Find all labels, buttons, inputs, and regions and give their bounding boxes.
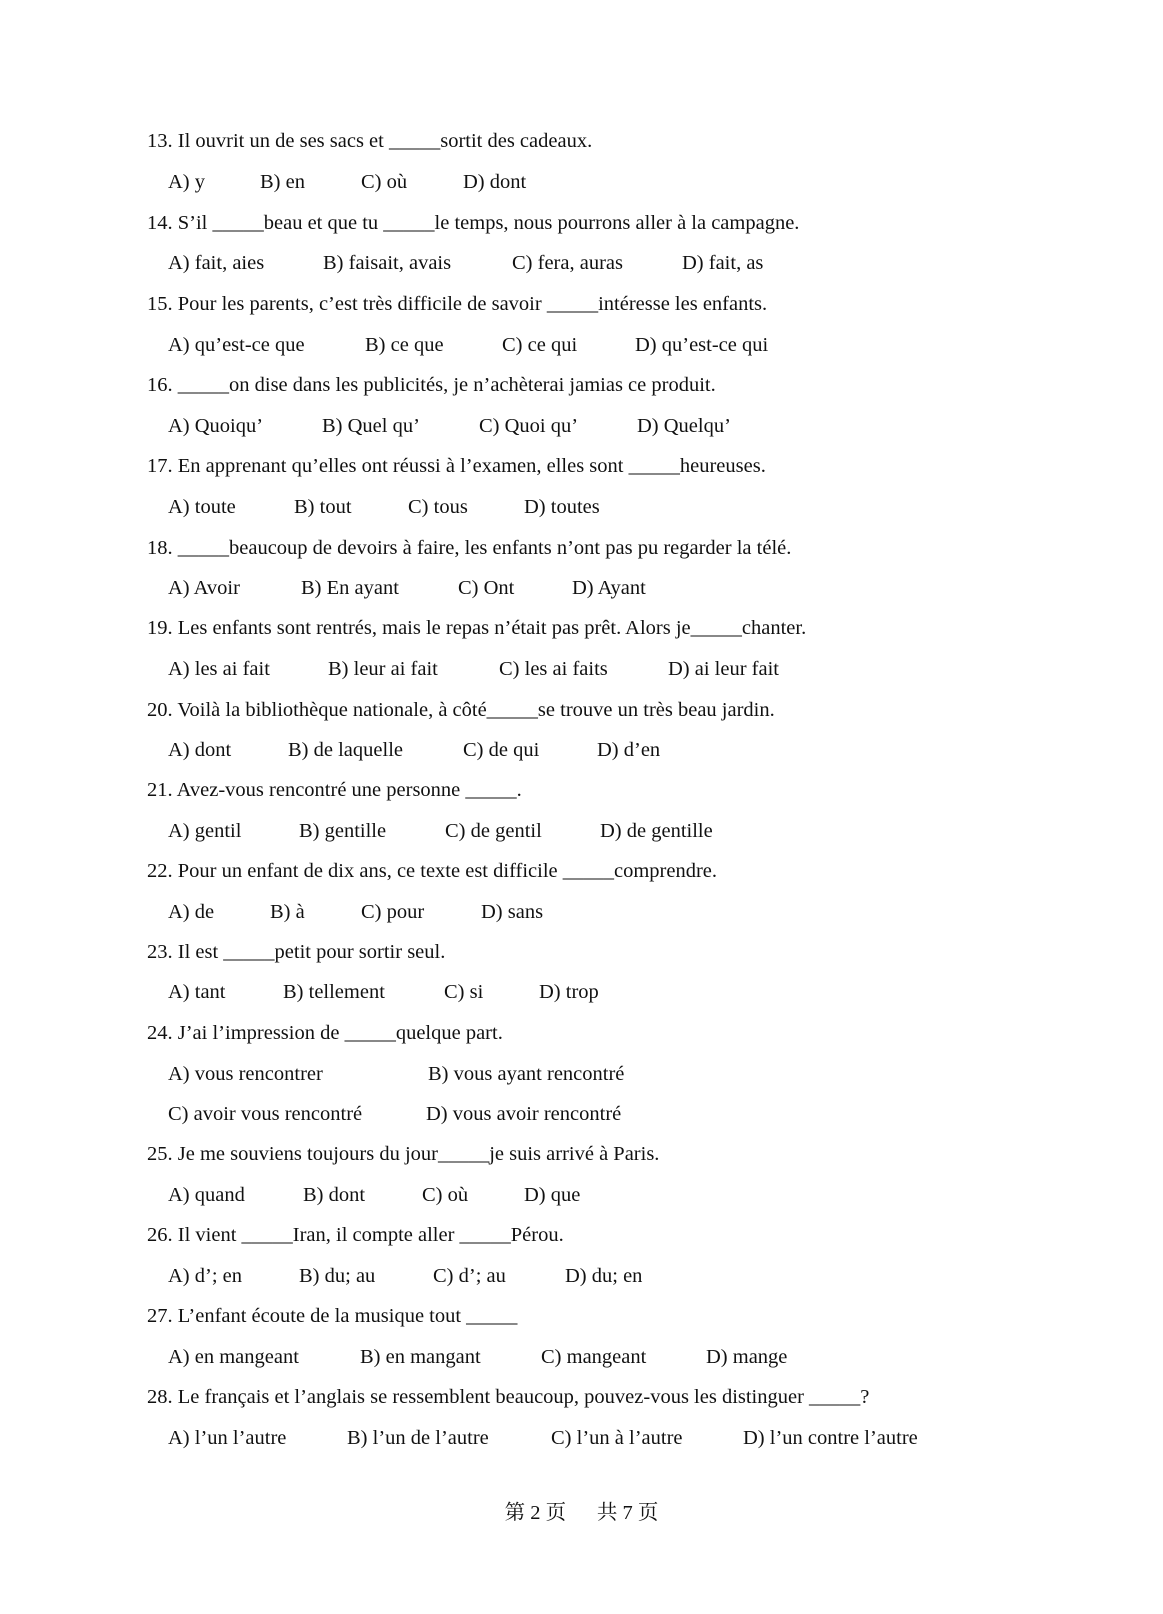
question-22-option-a: A) de: [168, 901, 215, 923]
question-13-option-a: A) y: [168, 171, 206, 193]
question-21-option-c: C) de gentil: [445, 820, 542, 842]
question-15-option-c: C) ce qui: [502, 334, 578, 356]
question-21-option-b: B) gentille: [299, 820, 387, 842]
question-26-option-b: B) du; au: [299, 1265, 376, 1287]
question-23-option-c: C) si: [444, 981, 484, 1003]
question-20: 20. Voilà la bibliothèque nationale, à côté_____se trouve un très beau jardin.: [147, 699, 775, 721]
question-24-option-c: C) avoir vous rencontré: [168, 1103, 363, 1125]
question-28-option-d: D) l’un contre l’autre: [743, 1427, 918, 1449]
question-23-option-b: B) tellement: [283, 981, 385, 1003]
question-23: 23. Il est _____petit pour sortir seul.: [147, 941, 446, 963]
question-20-option-d: D) d’en: [597, 739, 661, 761]
question-18: 18. _____beaucoup de devoirs à faire, les enfants n’ont pas pu regarder la télé.: [147, 537, 792, 559]
question-15: 15. Pour les parents, c’est très difficile de savoir _____intéresse les enfants.: [147, 293, 768, 315]
question-22-option-c: C) pour: [361, 901, 425, 923]
question-16-option-d: D) Quelqu’: [637, 415, 731, 437]
question-15-option-a: A) qu’est-ce que: [168, 334, 305, 356]
question-19-option-c: C) les ai faits: [499, 658, 608, 680]
question-13-option-c: C) où: [361, 171, 408, 193]
question-28-option-b: B) l’un de l’autre: [347, 1427, 489, 1449]
question-24-option-b: B) vous ayant rencontré: [428, 1063, 625, 1085]
question-27-option-c: C) mangeant: [541, 1346, 647, 1368]
question-25: 25. Je me souviens toujours du jour_____je suis arrivé à Paris.: [147, 1143, 660, 1165]
question-20-option-c: C) de qui: [463, 739, 540, 761]
question-21-option-d: D) de gentille: [600, 820, 713, 842]
question-27-option-b: B) en mangant: [360, 1346, 481, 1368]
question-14-option-c: C) fera, auras: [512, 252, 623, 274]
question-19: 19. Les enfants sont rentrés, mais le repas n’était pas prêt. Alors je_____chanter.: [147, 617, 807, 639]
question-17: 17. En apprenant qu’elles ont réussi à l’examen, elles sont _____heureuses.: [147, 455, 766, 477]
question-16-option-a: A) Quoiqu’: [168, 415, 264, 437]
question-14: 14. S’il _____beau et que tu _____le temps, nous pourrons aller à la campagne.: [147, 212, 800, 234]
question-24-option-a: A) vous rencontrer: [168, 1063, 323, 1085]
page-total: 共 7 页: [596, 1502, 659, 1524]
question-25-option-d: D) que: [524, 1184, 581, 1206]
question-17-option-d: D) toutes: [524, 496, 600, 518]
question-18-option-a: A) Avoir: [168, 577, 240, 599]
question-13: 13. Il ouvrit un de ses sacs et _____sortit des cadeaux.: [147, 130, 593, 152]
question-28: 28. Le français et l’anglais se ressemblent beaucoup, pouvez-vous les distinguer _____?: [147, 1386, 870, 1408]
question-17-option-b: B) tout: [294, 496, 352, 518]
question-16-option-c: C) Quoi qu’: [479, 415, 579, 437]
question-14-option-d: D) fait, as: [682, 252, 764, 274]
question-25-option-c: C) où: [422, 1184, 469, 1206]
question-22-option-b: B) à: [270, 901, 305, 923]
question-18-option-d: D) Ayant: [572, 577, 646, 599]
question-26-option-c: C) d’; au: [433, 1265, 506, 1287]
question-24: 24. J’ai l’impression de _____quelque part.: [147, 1022, 503, 1044]
question-22-option-d: D) sans: [481, 901, 544, 923]
question-21-option-a: A) gentil: [168, 820, 242, 842]
question-14-option-a: A) fait, aies: [168, 252, 265, 274]
question-14-option-b: B) faisait, avais: [323, 252, 452, 274]
question-13-option-b: B) en: [260, 171, 305, 193]
question-25-option-a: A) quand: [168, 1184, 245, 1206]
question-28-option-a: A) l’un l’autre: [168, 1427, 287, 1449]
page-number: 第 2 页: [504, 1502, 567, 1524]
question-17-option-c: C) tous: [408, 496, 468, 518]
question-21: 21. Avez-vous rencontré une personne _____.: [147, 779, 522, 801]
question-27-option-a: A) en mangeant: [168, 1346, 299, 1368]
question-22: 22. Pour un enfant de dix ans, ce texte est difficile _____comprendre.: [147, 860, 718, 882]
question-28-option-c: C) l’un à l’autre: [551, 1427, 683, 1449]
question-16-option-b: B) Quel qu’: [322, 415, 420, 437]
question-20-option-b: B) de laquelle: [288, 739, 403, 761]
question-24-option-d: D) vous avoir rencontré: [426, 1103, 622, 1125]
page-footer: [0, 1500, 1163, 1526]
question-19-option-d: D) ai leur fait: [668, 658, 779, 680]
question-18-option-c: C) Ont: [458, 577, 515, 599]
question-19-option-a: A) les ai fait: [168, 658, 270, 680]
question-23-option-d: D) trop: [539, 981, 599, 1003]
question-26-option-d: D) du; en: [565, 1265, 643, 1287]
question-16: 16. _____on dise dans les publicités, je n’achèterai jamias ce produit.: [147, 374, 716, 396]
question-25-option-b: B) dont: [303, 1184, 366, 1206]
question-27: 27. L’enfant écoute de la musique tout _____: [147, 1305, 518, 1327]
question-26: 26. Il vient _____Iran, il compte aller _____Pérou.: [147, 1224, 564, 1246]
question-26-option-a: A) d’; en: [168, 1265, 243, 1287]
question-27-option-d: D) mange: [706, 1346, 788, 1368]
question-20-option-a: A) dont: [168, 739, 232, 761]
question-17-option-a: A) toute: [168, 496, 236, 518]
question-13-option-d: D) dont: [463, 171, 527, 193]
question-18-option-b: B) En ayant: [301, 577, 399, 599]
question-19-option-b: B) leur ai fait: [328, 658, 438, 680]
question-23-option-a: A) tant: [168, 981, 226, 1003]
question-15-option-b: B) ce que: [365, 334, 444, 356]
question-15-option-d: D) qu’est-ce qui: [635, 334, 769, 356]
